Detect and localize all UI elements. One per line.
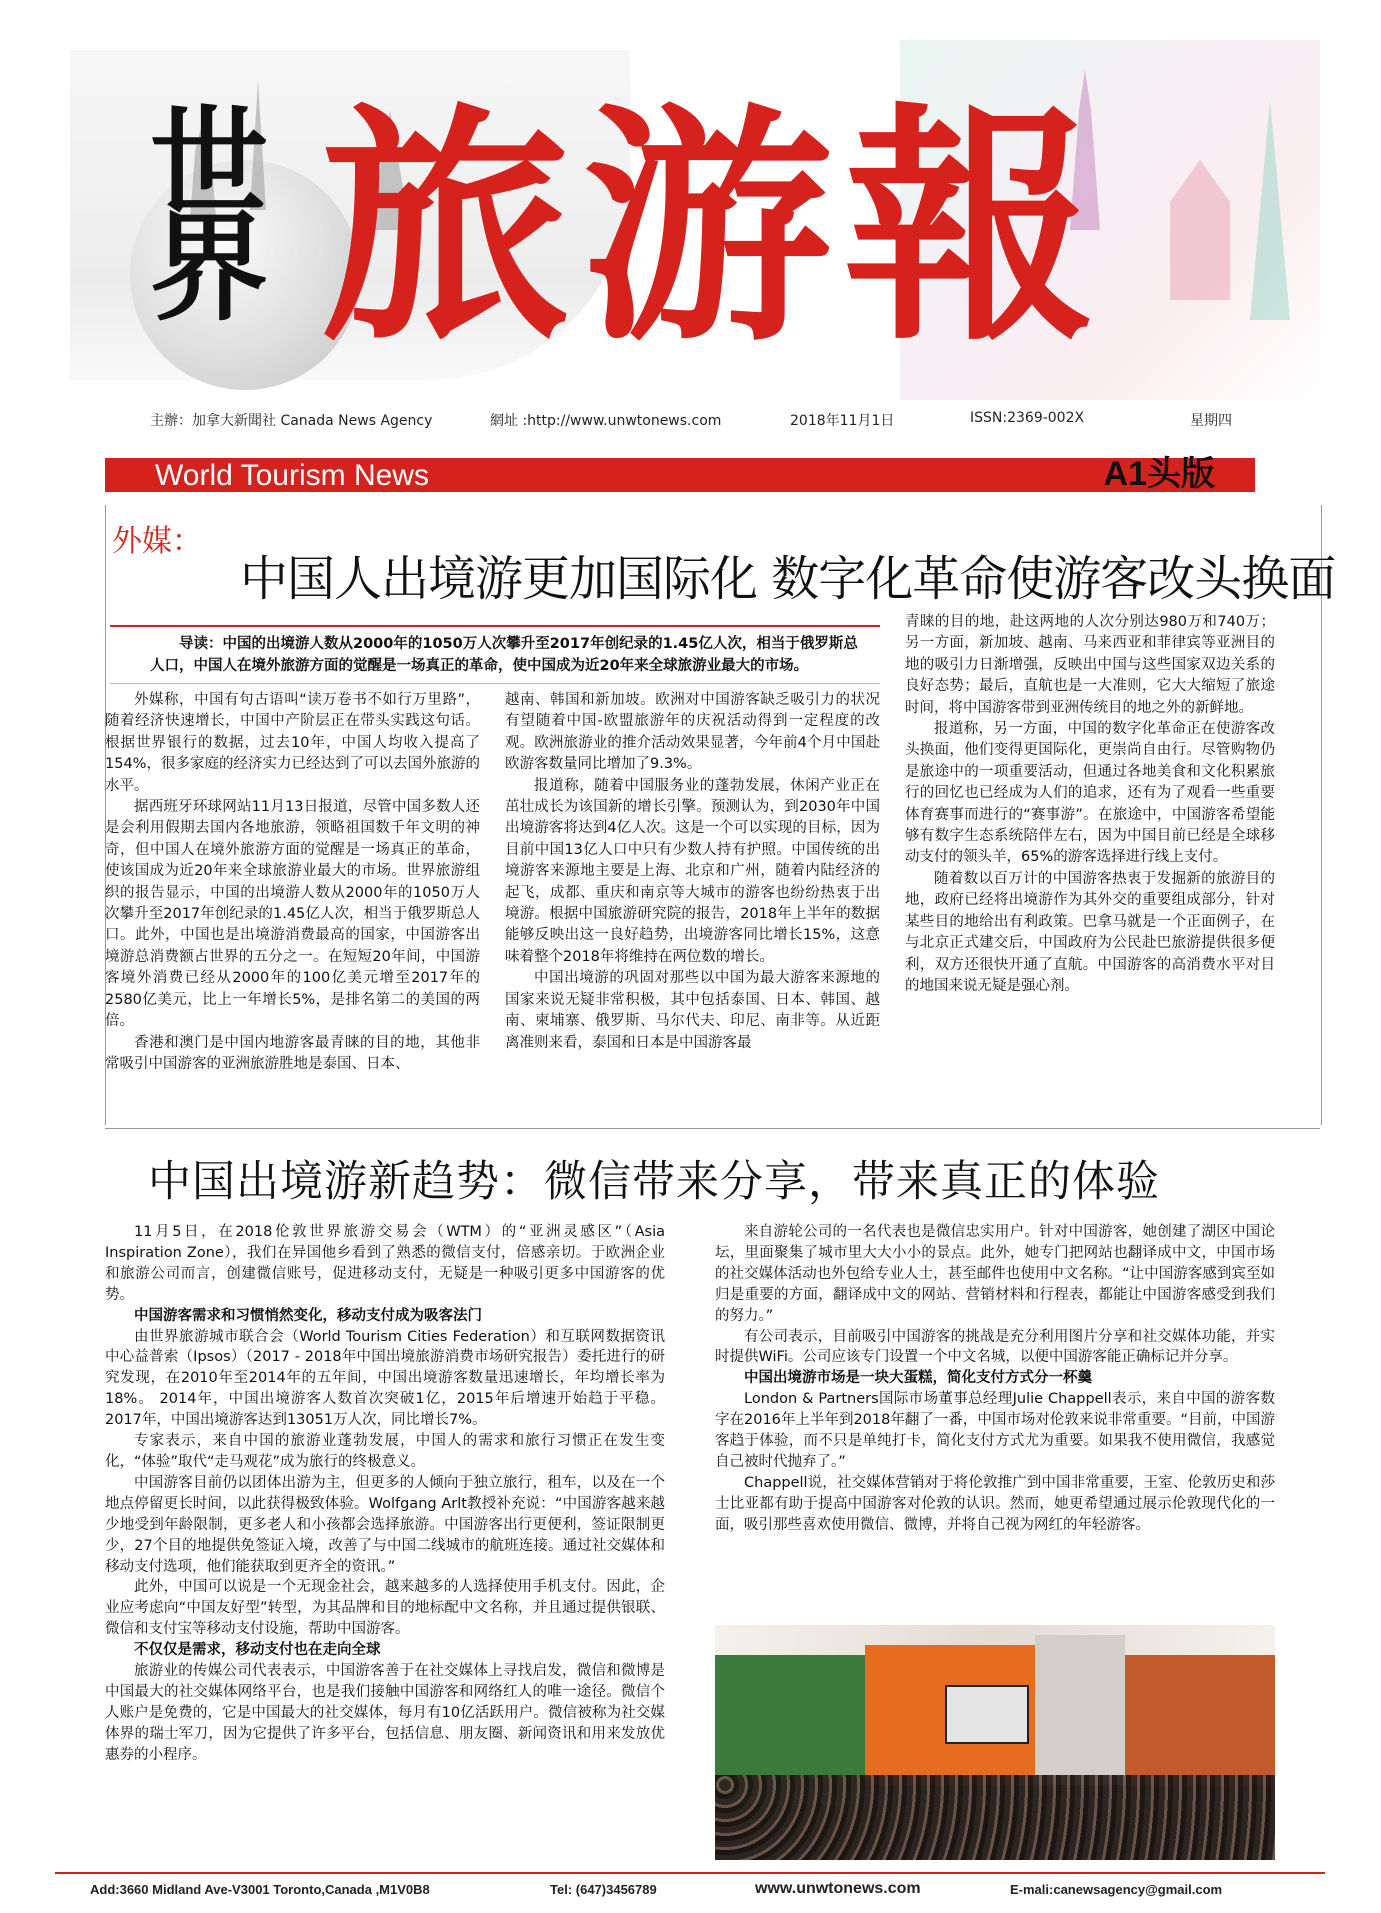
subheading: 中国出境游市场是一块大蛋糕，简化支付方式分一杯羹 [744,1370,1092,1387]
paragraph: 11月5日，在2018伦敦世界旅游交易会（WTM）的“亚洲灵感区”（Asia Inspiration Zone），我们在异国他乡看到了熟悉的微信支付，倍感亲切。于欧洲企业和旅游公司而言，创建微信账号，促进移动支付，无疑是一种吸引更多中国游客的优势。 [105,1224,665,1303]
paragraph: 中国出境游的巩固对那些以中国为最大游客来源地的国家来说无疑非常积极，其中包括泰国、日本、韩国、越南、柬埔寨、俄罗斯、马尔代夫、印尼、南非等。从近距离准则来看，泰国和日本是中国游客最 [505,970,880,1051]
footer-rule [55,1872,1325,1874]
exhibition-photo [715,1625,1275,1860]
article1-headline: 中国人出境游更加国际化 数字化革命使游客改头换面 [240,551,1336,607]
lead-text: 导读：中国的出境游人数从2000年的1050万人次攀升至2017年创纪录的1.45亿人次，相当于俄罗斯总人口，中国人在境外旅游方面的觉醒是一场真正的革命，使中国成为近20年来全球旅游业最大的市场。 [150,636,858,674]
photo-grey-stand [1035,1635,1125,1785]
subheading: 中国游客需求和习惯悄然变化，移动支付成为吸客法门 [134,1307,482,1324]
newspaper-english-name: World Tourism News [155,459,429,492]
subheading: 不仅仅是需求，移动支付也在走向全球 [134,1642,381,1659]
masthead-title-small: 世界 [150,93,269,337]
photo-crowd [715,1775,1275,1860]
paragraph: 随着数以百万计的中国游客热衷于发掘新的旅游目的地，政府已经将出境游作为其外交的重要组成部分，针对某些目的地给出有利政策。巴拿马就是一个正面例子，在与北京正式建交后，中国政府为公民赴巴旅游提供很多便利，双方还很快开通了直航。中国游客的高消费水平对目的地国来说无疑是强心剂。 [905,870,1275,994]
paragraph: 有公司表示，目前吸引中国游客的挑战是充分利用图片分享和社交媒体功能，并实时提供WiFi。公司应该专门设置一个中文名城，以便中国游客能正确标记并分享。 [715,1328,1275,1366]
sponsor-text: 主辦：加拿大新聞社 Canada News Agency [150,413,433,429]
paragraph: 据西班牙环球网站11月13日报道，尽管中国多数人还是会利用假期去国内各地旅游，领略祖国数千年文明的神奇，但中国人在境外旅游方面的觉醒是一场真正的革命，使该国成为近20年来全球旅游业最大的市场。世界旅游组织的报告显示，中国的出境游人数从2000年的1050万人次攀升至2017年创纪录的1.45亿人次，相当于俄罗斯总人口。此外，中国也是出境游消费最高的国家，中国游客出境游总消费额占世界的五分之一。在短短20年间，中国游客境外消费已经从2000年的100亿美元增至2017年的2580亿美元，比上一年增长5%，是排名第二的美国的两倍。 [105,799,480,1030]
page-tag: A1头版 [1103,455,1215,493]
foreign-media-label: 外媒： [112,524,202,559]
section-banner [105,455,1255,493]
weekday-text: 星期四 [1190,413,1232,429]
website-text: 網址 :http://www.unwtonews.com [490,413,722,429]
paragraph: 旅游业的传媒公司代表表示，中国游客善于在社交媒体上寻找启发，微信和微博是中国最大的社交媒体网络平台，也是我们接触中国游客和网络红人的唯一途径。微信个人账户是免费的，它是中国最大的社交媒体，每月有10亿活跃用户。微信被称为社交媒体界的瑞士军刀，因为它提供了许多平台，包括信息、朋友圈、新闻资讯和用来发放优惠券的小程序。 [105,1663,665,1763]
paragraph: 越南、韩国和新加坡。欧洲对中国游客缺乏吸引力的状况有望随着中国-欧盟旅游年的庆祝活动得到一定程度的改观。欧洲旅游业的推介活动效果显著，今年前4个月中国赴欧游客数量同比增加了9.3%。 [505,692,880,773]
paragraph: 报道称，另一方面，中国的数字化革命正在使游客改头换面，他们变得更国际化，更崇尚自由行。尽管购物仍是旅途中的一项重要活动，但通过各地美食和文化积累旅行的回忆也已经成为人们的追求，还有为了观看一些重要体育赛事而进行的“赛事游”。在旅途中，中国游客希望能够有数字生态系统陪伴左右，因为中国目前已经是全球移动支付的领头羊，65%的游客选择进行线上支付。 [905,721,1275,866]
paragraph: 中国游客目前仍以团体出游为主，但更多的人倾向于独立旅行，租车，以及在一个地点停留更长时间，以此获得极致体验。Wolfgang Arlt教授补充说：“中国游客越来越少地受到年龄限制，更多老人和小孩都会选择旅游。中国游客出行更便利，签证限制更少，27个目的地提供免签证入境，改善了与中国二线城市的航班连接。通过社交媒体和移动支付选项，他们能获取到更齐全的资讯。” [105,1474,665,1575]
issue-date: 2018年11月1日 [790,413,895,429]
photo-screen [945,1685,1029,1744]
article1-column-3 [905,612,1275,997]
masthead-title: 旅游報 [320,80,1106,374]
paragraph: 由世界旅游城市联合会（World Tourism Cities Federation）和互联网数据资讯中心益普索（Ipsos）（2017 - 2018年中国出境旅游消费市场研究报告）委托进行的研究发现，在2010年至2014年的五年间，中国出境游客数量迅速增长，年均增长率为18%。 2014年，中国出境游客人数首次突破1亿，2015年后增速开始趋于平稳。2017年，中国出境游客达到13051万人次，同比增长7%。 [105,1328,665,1429]
article2-headline: 中国出境游新趋势：微信带来分享，带来真正的体验 [148,1157,1160,1207]
paragraph: London & Partners国际市场董事总经理Julie Chappell表示，来自中国的游客数字在2016年上半年到2018年翻了一番，中国市场对伦敦来说非常重要。“目前，中国游客趋于体验，而不只是单纯打卡，简化支付方式尤为重要。如果我不使用微信，我感觉自己被时代抛弃了。” [715,1391,1275,1470]
article1-column-2 [505,690,880,1054]
article2-column-2 [715,1222,1275,1536]
issn-text: ISSN:2369-002X [970,410,1085,426]
paragraph: 来自游轮公司的一名代表也是微信忠实用户。针对中国游客，她创建了湖区中国论坛，里面聚集了城市里大大小小的景点。此外，她专门把网站也翻译成中文，中国市场的社交媒体活动也外包给专业人士，甚至邮件也使用中文名称。“让中国游客感到宾至如归是重要的方面，翻译成中文的网站、营销材料和行程表，都能让中国游客感受到我们的努力。” [715,1224,1275,1324]
paragraph: 青睐的目的地，赴这两地的人次分别达980万和740万；另一方面，新加坡、越南、马来西亚和菲律宾等亚洲目的地的吸引力日渐增强，反映出中国与这些国家双边关系的良好态势；最后，直航也是一大准则，它大大缩短了旅途时间，将中国游客带到亚洲传统目的地之外的新鲜地。 [905,614,1275,716]
masthead [70,40,1320,410]
article1-column-1 [105,690,480,1075]
footer-phone: Tel: (647)3456789 [550,1882,657,1897]
article1-lead [110,625,880,684]
article2-column-1 [105,1222,665,1766]
paragraph: 专家表示，来自中国的旅游业蓬勃发展，中国人的需求和旅行习惯正在发生变化，“体验”取代“走马观花”成为旅行的终极意义。 [105,1433,665,1470]
paragraph: 香港和澳门是中国内地游客最青睐的目的地，其他非常吸引中国游客的亚洲旅游胜地是泰国、日本、 [105,1034,480,1072]
paragraph: 此外，中国可以说是一个无现金社会，越来越多的人选择使用手机支付。因此，企业应考虑向“中国友好型”转型，为其品牌和目的地标配中文名称，并且通过提供银联、微信和支付宝等移动支付设施，帮助中国游客。 [105,1579,665,1638]
paragraph: 报道称，随着中国服务业的蓬勃发展，休闲产业正在茁壮成长为该国新的增长引擎。预测认为，到2030年中国出境游客将达到4亿人次。这是一个可以实现的目标，因为目前中国13亿人口中只有少数人持有护照。中国传统的出境游客来源地主要是上海、北京和广州，随着内陆经济的起飞，成都、重庆和南京等大城市的游客也纷纷热衷于出境游。根据中国旅游研究院的报告，2018年上半年的数据能够反映出这一良好趋势，出境游客同比增长15%，这意味着整个2018年将维持在两位数的增长。 [505,777,880,965]
paragraph: 外媒称，中国有句古语叫“读万卷书不如行万里路”，随着经济快速增长，中国中产阶层正在带头实践这句话。根据世界银行的数据，过去10年，中国人均收入提高了154%，很多家庭的经济实力已经达到了可以去国外旅游的水平。 [105,692,480,794]
photo-red-stand [1125,1655,1275,1785]
footer-address: Add:3660 Midland Ave-V3001 Toronto,Canada ,M1V0B8 [90,1882,430,1897]
section-divider [105,1128,1320,1129]
footer-website[interactable]: www.unwtonews.com [755,1880,921,1897]
footer-email[interactable]: E-mali:canewsagency@gmail.com [1010,1882,1223,1897]
paragraph: Chappell说，社交媒体营销对于将伦敦推广到中国非常重要，王室、伦敦历史和莎士比亚都有助于提高中国游客对伦敦的认识。然而，她更希望通过展示伦敦现代化的一面，吸引那些喜欢使用微信、微博，并将自己视为网红的年轻游客。 [715,1474,1275,1533]
